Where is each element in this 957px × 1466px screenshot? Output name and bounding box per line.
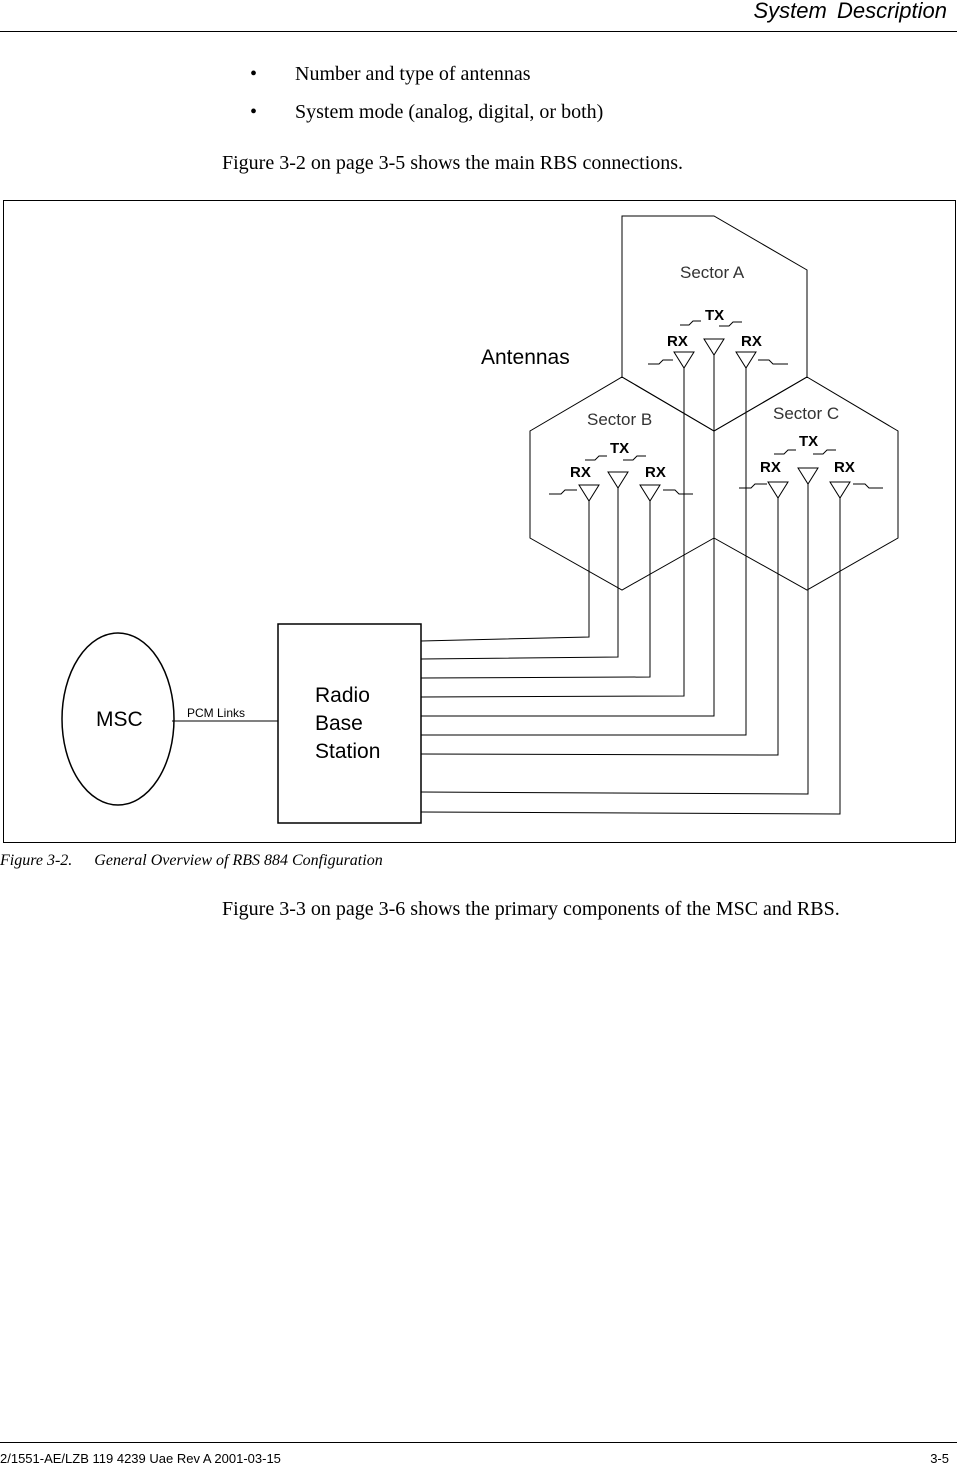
signal-mark bbox=[549, 490, 577, 494]
feeder-cable bbox=[421, 484, 808, 794]
sector-a-label: Sector A bbox=[680, 263, 745, 282]
rbs-diagram bbox=[3, 200, 956, 843]
rbs-label-line: Base bbox=[315, 712, 363, 735]
signal-mark bbox=[585, 456, 607, 460]
after-figure-paragraph: Figure 3-3 on page 3-6 shows the primary components of the MSC and RBS. bbox=[222, 898, 840, 920]
footer-rule bbox=[0, 1442, 957, 1443]
signal-mark bbox=[758, 360, 788, 364]
rbs-label-line: Station bbox=[315, 740, 381, 763]
antenna-icon bbox=[736, 352, 756, 368]
bullet-marker: • bbox=[250, 63, 258, 85]
sector-b-rx-right-label: RX bbox=[645, 464, 666, 481]
rbs-label-line: Radio bbox=[315, 684, 370, 707]
sector-a-rx-right-label: RX bbox=[741, 333, 762, 350]
antenna-icon bbox=[830, 482, 850, 498]
bullet-marker: • bbox=[250, 101, 258, 123]
sector-a-rx-left-label: RX bbox=[667, 333, 688, 350]
figure-frame bbox=[4, 201, 956, 843]
sector-b-hexagon bbox=[530, 377, 714, 590]
caption-number: Figure 3-2. bbox=[0, 852, 73, 869]
sector-a-tx-label: TX bbox=[705, 307, 725, 324]
pcm-links-label: PCM Links bbox=[187, 706, 246, 720]
antenna-icon bbox=[704, 339, 724, 355]
intro-paragraph: Figure 3-2 on page 3-5 shows the main RBS connections. bbox=[222, 152, 684, 174]
msc-label: MSC bbox=[96, 708, 143, 731]
sector-c-label: Sector C bbox=[773, 404, 840, 423]
feeder-cable bbox=[421, 488, 618, 659]
sector-c-rx-right-label: RX bbox=[834, 459, 855, 476]
header-rule bbox=[0, 31, 957, 32]
bullet-text: Number and type of antennas bbox=[295, 63, 531, 85]
sector-c-rx-left-label: RX bbox=[760, 459, 781, 476]
rbs-overview-figure bbox=[3, 200, 956, 843]
footer-doc-id: 2/1551-AE/LZB 119 4239 Uae Rev A 2001-03-15 bbox=[0, 1451, 281, 1466]
antennas-label: Antennas bbox=[481, 346, 570, 369]
signal-mark bbox=[813, 450, 836, 454]
sector-b-rx-left-label: RX bbox=[570, 464, 591, 481]
page-header-title: System Description bbox=[753, 0, 947, 23]
antenna-icon bbox=[579, 485, 599, 501]
sector-b-label: Sector B bbox=[587, 410, 653, 429]
signal-mark bbox=[648, 360, 673, 364]
antenna-icon bbox=[608, 472, 628, 488]
antenna-icon bbox=[798, 468, 818, 484]
sector-c-tx-label: TX bbox=[799, 433, 819, 450]
signal-mark bbox=[774, 450, 796, 454]
caption-title: General Overview of RBS 884 Configuration bbox=[94, 852, 383, 869]
feeder-cable bbox=[421, 501, 589, 641]
signal-mark bbox=[853, 484, 883, 488]
sector-b-tx-label: TX bbox=[610, 440, 630, 457]
antenna-icon bbox=[674, 352, 694, 368]
feeder-cable bbox=[421, 498, 840, 814]
feeder-cable bbox=[421, 501, 650, 678]
signal-mark bbox=[739, 484, 767, 488]
feeder-cable bbox=[421, 368, 746, 735]
figure-caption bbox=[0, 851, 383, 871]
signal-mark bbox=[663, 490, 693, 494]
bullet-text: System mode (analog, digital, or both) bbox=[295, 101, 604, 123]
antenna-icon bbox=[640, 485, 660, 501]
signal-mark bbox=[680, 321, 701, 325]
antenna-icon bbox=[768, 482, 788, 498]
footer-page-number: 3-5 bbox=[930, 1451, 949, 1466]
